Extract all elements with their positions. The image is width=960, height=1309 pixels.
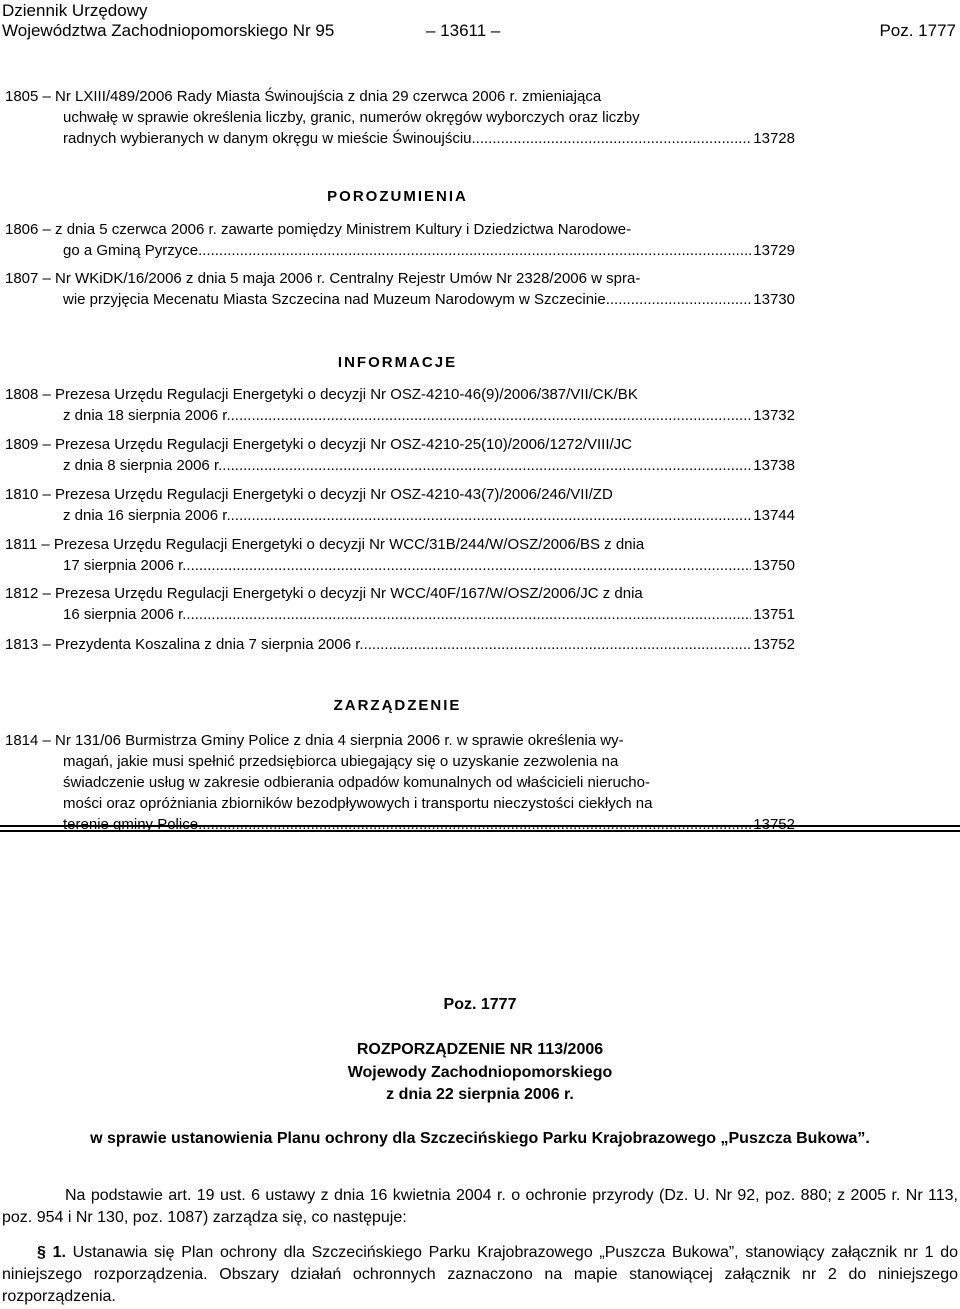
dot-leader [231,505,752,526]
toc-entry-line: magań, jakie musi spełnić przedsiębiorca ubiegający się o uzyskanie zezwolenia na [63,753,619,770]
dot-leader [186,555,751,576]
section-heading-porozumienia: POROZUMIENIA [327,188,468,205]
toc-entry-line: 1809 – Prezesa Urzędu Regulacji Energetyki o decyzji Nr OSZ-4210-25(10)/2006/1272/VIII/JC [5,436,632,453]
toc-entry-1812[interactable] [5,583,795,625]
toc-entry-line: wie przyjęcia Mecenatu Miasta Szczecina nad Muzeum Narodowym w Szczecinie [63,291,606,308]
dot-leader [472,128,752,149]
dot-leader [606,289,752,310]
toc-entry-line: z dnia 18 sierpnia 2006 r. [63,407,231,424]
toc-entry-line: z dnia 16 sierpnia 2006 r. [63,507,231,524]
toc-entry-line: świadczenie usług w zakresie odbierania odpadów komunalnych od właścicieli nierucho- [63,774,650,791]
section-1-paragraph [2,1242,958,1308]
toc-page-ref: 13751 [753,606,795,623]
toc-page-ref: 13730 [753,291,795,308]
toc-entry-line: z dnia 8 sierpnia 2006 r. [63,457,223,474]
toc-entry-line: 1814 – Nr 131/06 Burmistrza Gminy Police z dnia 4 sierpnia 2006 r. w sprawie określenia wy- [5,732,624,749]
toc-entry-line: 17 sierpnia 2006 r. [63,557,187,574]
toc-page-ref: 13750 [753,557,795,574]
toc-entry-line: radnych wybieranych w danym okręgu w mieście Świnoujściu [63,130,472,147]
toc-entry-1810[interactable] [5,484,795,526]
toc-entry-1805[interactable] [5,86,795,149]
dot-leader [198,240,751,261]
dot-leader [186,604,751,625]
document-date: z dnia 22 sierpnia 2006 r. [386,1086,574,1103]
toc-entry-line: go a Gminą Pyrzyce [63,242,199,259]
document-title: ROZPORZĄDZENIE NR 113/2006 [356,1041,604,1058]
toc-entry-1808[interactable] [5,384,795,426]
toc-entry-1807[interactable] [5,268,795,310]
toc-page-ref: 13738 [753,457,795,474]
toc-entry-line: uchwałę w sprawie określenia liczby, granic, numerów okręgów wyborczych oraz liczby [63,109,640,126]
section-divider [0,825,960,827]
toc-entry-line: 1811 – Prezesa Urzędu Regulacji Energetyki o decyzji Nr WCC/31B/244/W/OSZ/2006/BS z dnia [5,536,645,553]
section-divider [0,830,960,832]
dot-leader [364,634,752,655]
toc-entry-line: 1813 – Prezydenta Koszalina z dnia 7 sierpnia 2006 r. [5,636,364,653]
toc-entry-line: 1807 – Nr WKiDK/16/2006 z dnia 5 maja 2006 r. Centralny Rejestr Umów Nr 2328/2006 w spra- [5,270,641,287]
document-subject: w sprawie ustanowienia Planu ochrony dla Szczecińskiego Parku Krajobrazowego „Puszcza Bukowa”. [90,1130,870,1147]
toc-entry-line: 1805 – Nr LXIII/489/2006 Rady Miasta Świnoujścia z dnia 29 czerwca 2006 r. zmieniająca [5,88,602,105]
toc-entry-1806[interactable] [5,219,795,261]
toc-entry-line: 1810 – Prezesa Urzędu Regulacji Energetyki o decyzji Nr OSZ-4210-43(7)/2006/246/VII/ZD [5,486,613,503]
dot-leader [231,405,752,426]
page-number: – 13611 – [426,21,501,40]
document-position: Poz. 1777 [443,996,517,1013]
section-1-label: § 1. [37,1244,66,1261]
toc-entry-line: 1808 – Prezesa Urzędu Regulacji Energetyki o decyzji Nr OSZ-4210-46(9)/2006/387/VII/CK/BK [5,386,638,403]
document-issuer: Wojewody Zachodniopomorskiego [347,1064,613,1081]
position-number: Poz. 1777 [879,21,956,40]
toc-entry-1809[interactable] [5,434,795,476]
toc-entry-1814[interactable] [5,730,795,835]
section-1-text: Ustanawia się Plan ochrony dla Szczecińskiego Parku Krajobrazowego „Puszcza Bukowa”, stanowiący załącznik nr 1 do niniejszego rozporządzenia. Obszary działań ochronnych zaznaczono na mapie stanowiącej załącznik nr 2 do niniejszego rozporządzenia. [2,1244,959,1305]
toc-page-ref: 13728 [753,130,795,147]
toc-entry-1811[interactable] [5,534,795,576]
toc-page-ref: 13752 [753,636,795,653]
toc-entry-line: 1812 – Prezesa Urzędu Regulacji Energetyki o decyzji Nr WCC/40F/167/W/OSZ/2006/JC z dnia [5,585,643,602]
toc-entry-line: mości oraz opróżniania zbiorników bezodpływowych i transportu nieczystości ciekłych na [63,795,653,812]
legal-basis-paragraph: Na podstawie art. 19 ust. 6 ustawy z dnia 16 kwietnia 2004 r. o ochronie przyrody (Dz. U. Nr 92, poz. 880; z 2005 r. Nr 113, poz. 954 i Nr 130, poz. 1087) zarządza się, co następuje: [2,1187,958,1226]
journal-name: Dziennik Urzędowy [2,1,148,20]
toc-entry-line: 1806 – z dnia 5 czerwca 2006 r. zawarte pomiędzy Ministrem Kultury i Dziedzictwa Narodowe- [5,221,632,238]
toc-entry-1813[interactable] [5,634,795,655]
toc-page-ref: 13744 [753,507,795,524]
journal-region: Województwa Zachodniopomorskiego Nr 95 [2,21,335,40]
toc-page-ref: 13729 [753,242,795,259]
section-heading-zarzadzenie: ZARZĄDZENIE [333,697,462,714]
dot-leader [222,455,751,476]
toc-page-ref: 13732 [753,407,795,424]
toc-entry-line: 16 sierpnia 2006 r. [63,606,187,623]
section-heading-informacje: INFORMACJE [337,354,458,371]
